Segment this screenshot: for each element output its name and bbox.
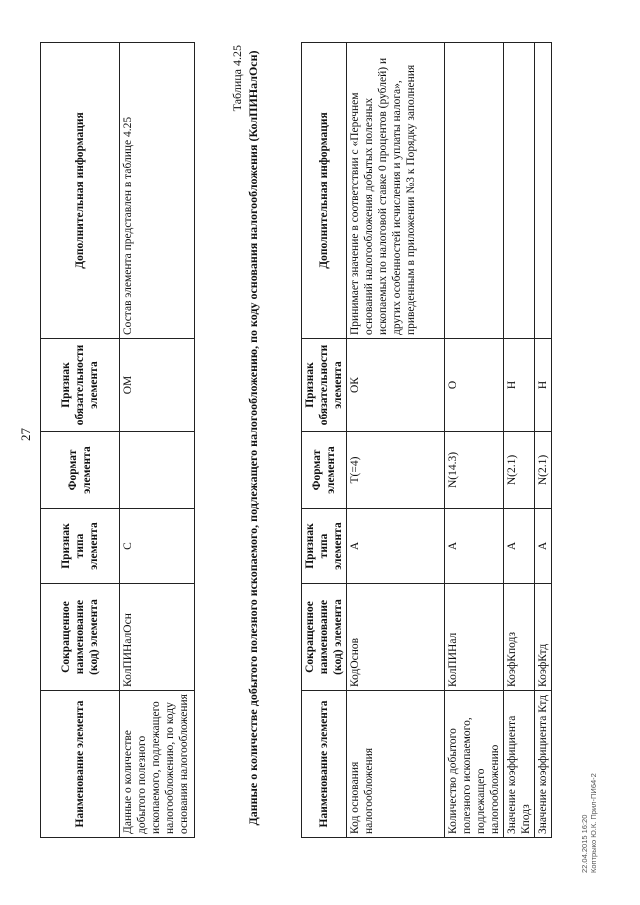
cell-format: Т(=4)	[347, 432, 445, 509]
table-row	[347, 43, 445, 838]
cell-code: КодОснов	[347, 584, 445, 691]
header-info: Дополнительная информация	[302, 43, 347, 339]
cell-format: N(2.1)	[504, 432, 535, 509]
header-format: Формат элемента	[41, 432, 120, 509]
table-row	[120, 43, 195, 838]
page-number: 27	[18, 428, 33, 441]
header-type: Признак типа элемента	[302, 509, 347, 584]
cell-required: ОК	[347, 339, 445, 432]
cell-code: КолПИНалОсн	[120, 584, 195, 691]
cell-required: Н	[504, 339, 535, 432]
print-stamp	[580, 773, 599, 873]
table-reference: Таблица 4.25	[230, 45, 244, 112]
header-code: Сокращенное наименование (код) элемента	[302, 584, 347, 691]
cell-info: Состав элемента представлен в таблице 4.25	[120, 43, 195, 339]
stamp-datetime: 22.04.2015 16:20	[580, 814, 589, 873]
header-type: Признак типа элемента	[41, 509, 120, 584]
cell-name: Значение коэффициента Кподз	[504, 691, 535, 838]
cell-required: ОМ	[120, 339, 195, 432]
cell-name: Данные о количестве добытого полезного ископаемого, подлежащего налогообложению, по коду основания налогообложения	[120, 691, 195, 838]
table-2-header-row	[302, 43, 347, 838]
cell-type: С	[120, 509, 195, 584]
cell-type: А	[445, 509, 504, 584]
cell-code: КоэфКподз	[504, 584, 535, 691]
cell-format	[120, 432, 195, 509]
elements-table-1	[40, 42, 195, 838]
cell-type: А	[504, 509, 535, 584]
table-caption: Данные о количестве добытого полезного ископаемого, подлежащего налогообложению, по коду основания налогообложения (КолПИНалОсн)	[246, 50, 260, 826]
cell-required: О	[445, 339, 504, 432]
header-format: Формат элемента	[302, 432, 347, 509]
cell-type: А	[347, 509, 445, 584]
cell-required: Н	[535, 339, 552, 432]
cell-type: А	[535, 509, 552, 584]
header-required: Признак обязательности элемента	[41, 339, 120, 432]
cell-info	[535, 43, 552, 339]
cell-info	[445, 43, 504, 339]
cell-code: КолПИНал	[445, 584, 504, 691]
table-row	[535, 43, 552, 838]
header-required: Признак обязательности элемента	[302, 339, 347, 432]
cell-name: Код основания налогообложения	[347, 691, 445, 838]
elements-table-2	[301, 42, 552, 838]
cell-name: Значение коэффициента Ктд	[535, 691, 552, 838]
cell-info: Принимает значение в соответствии с «Перечнем оснований налогообложения добытых полезных ископаемых по налоговой ставке 0 процентов (рублей) и других особенностей исчисления и уплаты налога», приведенным в приложении №3 к Порядку заполнения	[347, 43, 445, 339]
cell-code: КоэфКтд	[535, 584, 552, 691]
header-info: Дополнительная информация	[41, 43, 120, 339]
stamp-author: Коптрыко Ю.К. Прил-ПИ64-2	[589, 773, 599, 873]
table-row	[445, 43, 504, 838]
header-name: Наименование элемента	[41, 691, 120, 838]
cell-format: N(14.3)	[445, 432, 504, 509]
header-name: Наименование элемента	[302, 691, 347, 838]
header-code: Сокращенное наименование (код) элемента	[41, 584, 120, 691]
table-row	[504, 43, 535, 838]
cell-info	[504, 43, 535, 339]
cell-name: Количество добытого полезного ископаемого, подлежащего налогообложению	[445, 691, 504, 838]
table-1-header-row	[41, 43, 120, 838]
cell-format: N(2.1)	[535, 432, 552, 509]
